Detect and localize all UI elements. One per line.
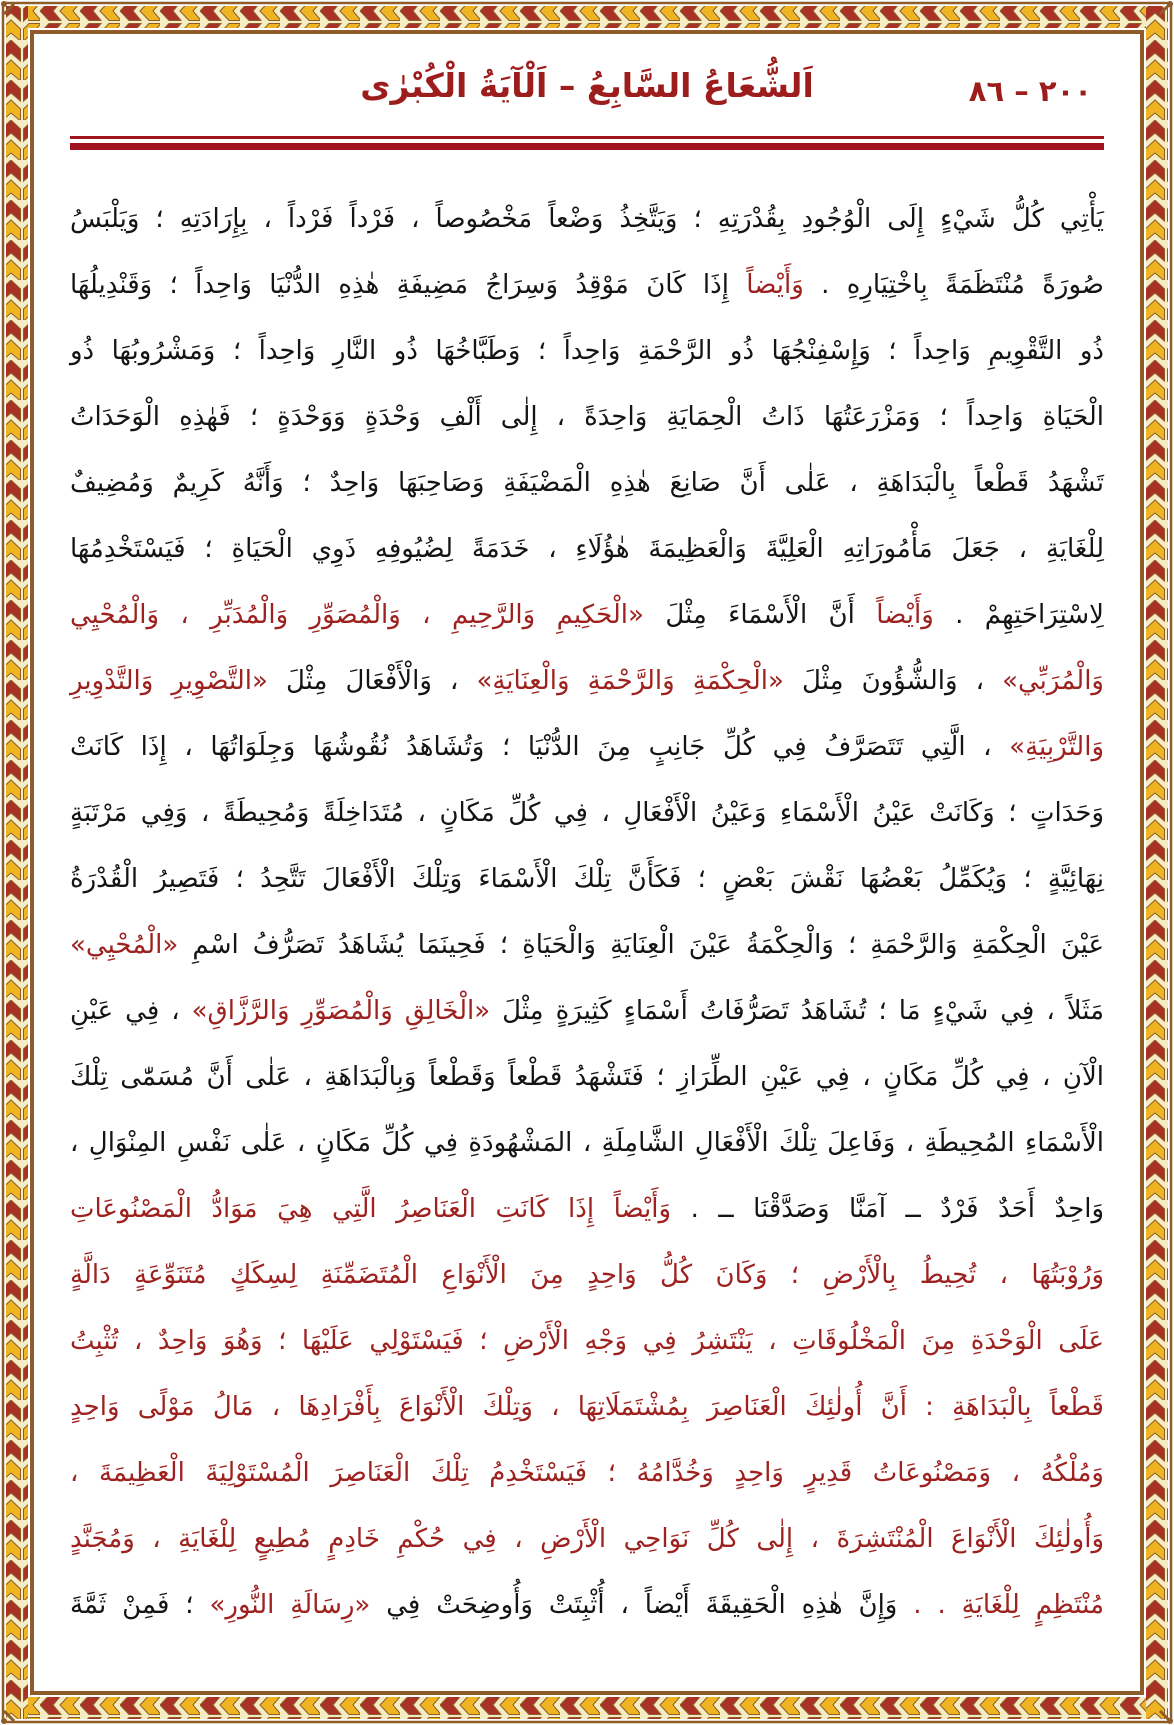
text-line: [70, 1572, 1104, 1638]
text-segment-black: ، وَالْأَفْعَالَ مِثْلَ: [267, 666, 477, 696]
text-segment-black: الْأَسْمَاءِ المُحِيطَةِ ، وَفَاعِلَ تِلْكَ الْأَفْعَالِ الشَّامِلَةِ ، المَشْهُودَةِ فِي كُلِّ مَكَانٍ ، عَلٰى نَفْسِ المِنْوَالِ ،: [70, 1128, 1104, 1158]
text-segment-red: وَأَيْضاً إِذَا كَانَتِ الْعَنَاصِرُ الَّتِي هِيَ مَوَادُّ الْمَصْنُوعَاتِ: [70, 1194, 672, 1224]
header-divider: [70, 136, 1104, 150]
page-title: اَلشُّعَاعُ السَّابِعُ – اَلْآيَةُ الْكُبْرٰى: [360, 66, 814, 105]
text-segment-black: وَحَدَاتٍ ؛ وَكَانَتْ عَيْنُ الْأَسْمَاءِ وَعَيْنُ الْأَفْعَالِ ، فِي كُلِّ مَكَانٍ ، مُتَدَاخِلَةً وَمُحِيطَةً ، وَفِي مَرْتَبَةٍ: [70, 798, 1104, 828]
text-segment-red: «رِسَالَةِ النُّورِ»: [209, 1590, 371, 1620]
text-line: [70, 582, 1104, 648]
page-header: [70, 66, 1104, 130]
text-line: [70, 252, 1104, 318]
text-segment-black: يَأْتِي كُلُّ شَيْءٍ إِلَى الْوُجُودِ بِقُدْرَتِهِ ؛ وَيَتَّخِذُ وَضْعاً مَخْصُوصاً ، فَرْداً فَرْداً ، بِإِرَادَتِهِ ؛ وَيَلْبَسُ: [70, 204, 1104, 234]
text-segment-black: وَاحِدٌ أَحَدٌ فَرْدٌ ــ آمَنَّا وَصَدَّقْنَا ــ .: [671, 1194, 1104, 1224]
page-number: ٢٠٠ – ٨٦: [968, 74, 1092, 108]
text-line: [70, 1440, 1104, 1506]
text-segment-red: «التَّصْوِيرِ وَالتَّدْوِيرِ: [70, 666, 268, 696]
text-segment-black: وَإِنَّ هٰذِهِ الْحَقِيقَةَ أَيْضاً ، أُثْبِتَتْ وَأُوضِحَتْ فِي: [370, 1590, 898, 1620]
text-line: [70, 1110, 1104, 1176]
text-line: [70, 318, 1104, 384]
text-line: [70, 1374, 1104, 1440]
text-segment-red: وَالتَّرْبِيَةِ»: [1009, 732, 1104, 762]
text-segment-black: عَيْنَ الْحِكْمَةِ وَالرَّحْمَةِ ؛ وَالْحِكْمَةُ عَيْنَ الْعِنَايَةِ وَالْحَيَاةِ ؛ فَحِينَمَا يُشَاهَدُ تَصَرُّفُ اسْمِ: [178, 930, 1104, 960]
text-segment-black: تَشْهَدُ قَطْعاً بِالْبَدَاهَةِ ، عَلٰى أَنَّ صَانِعَ هٰذِهِ الْمَضْيَفَةِ وَصَاحِبَهَا وَاحِدٌ ؛ وَأَنَّهُ كَرِيمٌ وَمُضِيفٌ: [70, 468, 1104, 498]
text-line: [70, 714, 1104, 780]
text-segment-red: «الْمُحْيِي»: [70, 930, 179, 960]
text-segment-red: وَمُلْكُهُ ، وَمَصْنُوعَاتُ قَدِيرٍ وَاحِدٍ وَخُدَّامُهُ ؛ فَيَسْتَخْدِمُ تِلْكَ الْعَنَاصِرَ الْمُسْتَوْلِيَةَ الْعَظِيمَةَ ،: [70, 1458, 1104, 1488]
text-segment-black: ، فِي عَيْنِ: [70, 996, 192, 1026]
text-segment-red: وَأُولٰئِكَ الْأَنْوَاعَ الْمُنْتَشِرَةَ ، إِلٰى كُلِّ نَوَاحِي الْأَرْضِ ، فِي حُكْمِ خَادِمٍ مُطِيعٍ لِلْغَايَةِ ، وَمُجَنَّدٍ: [70, 1524, 1104, 1554]
text-segment-black: لِاسْتِرَاحَتِهِمْ .: [933, 600, 1105, 630]
text-segment-red: «الْحَكِيمِ وَالرَّحِيمِ ، وَالْمُصَوِّرِ وَالْمُدَبِّرِ ، وَالْمُحْيِي: [70, 600, 644, 630]
text-segment-black: نِهَائِيَّةٍ ؛ وَيُكَمِّلُ بَعْضُهَا نَقْشَ بَعْضٍ ؛ فَكَأَنَّ تِلْكَ الْأَسْمَاءَ وَتِلْكَ الْأَفْعَالَ تَتَّحِدُ ؛ فَتَصِيرُ الْقُدْرَةُ: [70, 864, 1104, 894]
text-segment-red: مُنْتَظِمٍ لِلْغَايَةِ . .: [897, 1590, 1104, 1620]
text-segment-red: وَأَيْضاً: [746, 270, 804, 300]
text-segment-red: عَلَى الْوَحْدَةِ مِنَ الْمَخْلُوقَاتِ ، يَنْتَشِرُ فِي وَجْهِ الْأَرْضِ ؛ فَيَسْتَوْلِي عَلَيْهَا ؛ وَهُوَ وَاحِدٌ ، تُثْبِتُ: [70, 1326, 1104, 1356]
text-segment-red: قَطْعاً بِالْبَدَاهَةِ : أَنَّ أُولٰئِكَ الْعَنَاصِرَ بِمُشْتَمَلَاتِهَا ، وَتِلْكَ الْأَنْوَاعَ بِأَفْرَادِهَا ، مَالُ مَوْلًى وَاحِدٍ: [70, 1392, 1104, 1422]
text-segment-black: مَثَلاً ، فِي شَيْءٍ مَا ؛ تُشَاهَدُ تَصَرُّفَاتُ أَسْمَاءٍ كَثِيرَةٍ مِثْلَ: [490, 996, 1104, 1026]
text-segment-black: صُورَةً مُنْتَظَمَةً بِاخْتِيَارِهِ .: [803, 270, 1104, 300]
text-segment-red: وَالْمُرَبِّي»: [1002, 666, 1104, 696]
text-segment-black: ذُو التَّقْوِيمِ وَاحِداً ؛ وَإِسْفِنْجُهَا ذُو الرَّحْمَةِ وَاحِداً ؛ وَطَبَّاخُهَا ذُو النَّارِ وَاحِداً ؛ وَمَشْرُوبُهَا ذُو: [70, 336, 1104, 366]
text-line: [70, 1176, 1104, 1242]
text-line: [70, 846, 1104, 912]
text-line: [70, 912, 1104, 978]
text-line: [70, 780, 1104, 846]
text-line: [70, 1044, 1104, 1110]
text-segment-red: «الْخَالِقِ وَالْمُصَوِّرِ وَالرَّزَّاقِ»: [191, 996, 491, 1026]
text-segment-black: أَنَّ الْأَسْمَاءَ مِثْلَ: [643, 600, 877, 630]
text-segment-red: وَرُوْبَتُهَا ، تُحِيطُ بِالْأَرْضِ ؛ وَكَانَ كُلُّ وَاحِدٍ مِنَ الْأَنْوَاعِ الْمُتَضَمِّنَةِ لِسِكَكٍ مُتَنَوِّعَةٍ دَالَّةٍ: [70, 1260, 1104, 1290]
text-segment-black: ، الَّتِي تَتَصَرَّفُ فِي كُلِّ جَانِبٍ مِنَ الدُّنْيَا ؛ وَتُشَاهَدُ نُقُوشُهَا وَجِلَوَاتُهَا ، إِذَا كَانَتْ: [70, 732, 1010, 762]
divider-thick-line: [70, 143, 1104, 150]
text-segment-black: الْآنِ ، فِي كُلِّ مَكَانٍ ، فِي عَيْنِ الطِّرَازِ ؛ فَتَشْهَدُ قَطْعاً وَقَطْعاً وَبِالْبَدَاهَةِ ، عَلٰى أَنَّ مُسَمّٰى تِلْكَ: [70, 1062, 1104, 1092]
text-line: [70, 516, 1104, 582]
page-content: [36, 36, 1138, 1689]
text-line: [70, 1506, 1104, 1572]
text-line: [70, 978, 1104, 1044]
text-segment-red: وَأَيْضاً: [876, 600, 934, 630]
text-segment-red: «الْحِكْمَةِ وَالرَّحْمَةِ وَالْعِنَايَةِ»: [476, 666, 784, 696]
text-line: [70, 1242, 1104, 1308]
text-segment-black: الْحَيَاةِ وَاحِداً ؛ وَمَزْرَعَتُهَا ذَاتُ الْحِمَايَةِ وَاحِدَةً ، إِلٰى أَلْفِ وَحْدَةٍ وَوَحْدَةٍ ؛ فَهٰذِهِ الْوَحَدَاتُ: [70, 402, 1104, 432]
text-segment-black: إِذَا كَانَ مَوْقِدُ وَسِرَاجُ مَضِيفَةِ هٰذِهِ الدُّنْيَا وَاحِداً ؛ وَقَنْدِيلُهَا: [70, 270, 747, 300]
body-text: [70, 186, 1104, 1638]
text-line: [70, 186, 1104, 252]
text-line: [70, 450, 1104, 516]
text-segment-black: لِلْغَايَةِ ، جَعَلَ مَأْمُورَاتِهِ الْعَلِيَّةَ وَالْعَظِيمَةَ هٰؤُلَاءِ ، خَدَمَةً لِضُيُوفِهِ ذَوِي الْحَيَاةِ ؛ فَيَسْتَخْدِمُهَا: [70, 534, 1104, 564]
text-line: [70, 648, 1104, 714]
text-segment-black: ؛ فَمِنْ ثَمَّةَ: [70, 1590, 210, 1620]
text-line: [70, 1308, 1104, 1374]
text-line: [70, 384, 1104, 450]
text-segment-black: ، وَالشُّؤُونَ مِثْلَ: [783, 666, 1003, 696]
